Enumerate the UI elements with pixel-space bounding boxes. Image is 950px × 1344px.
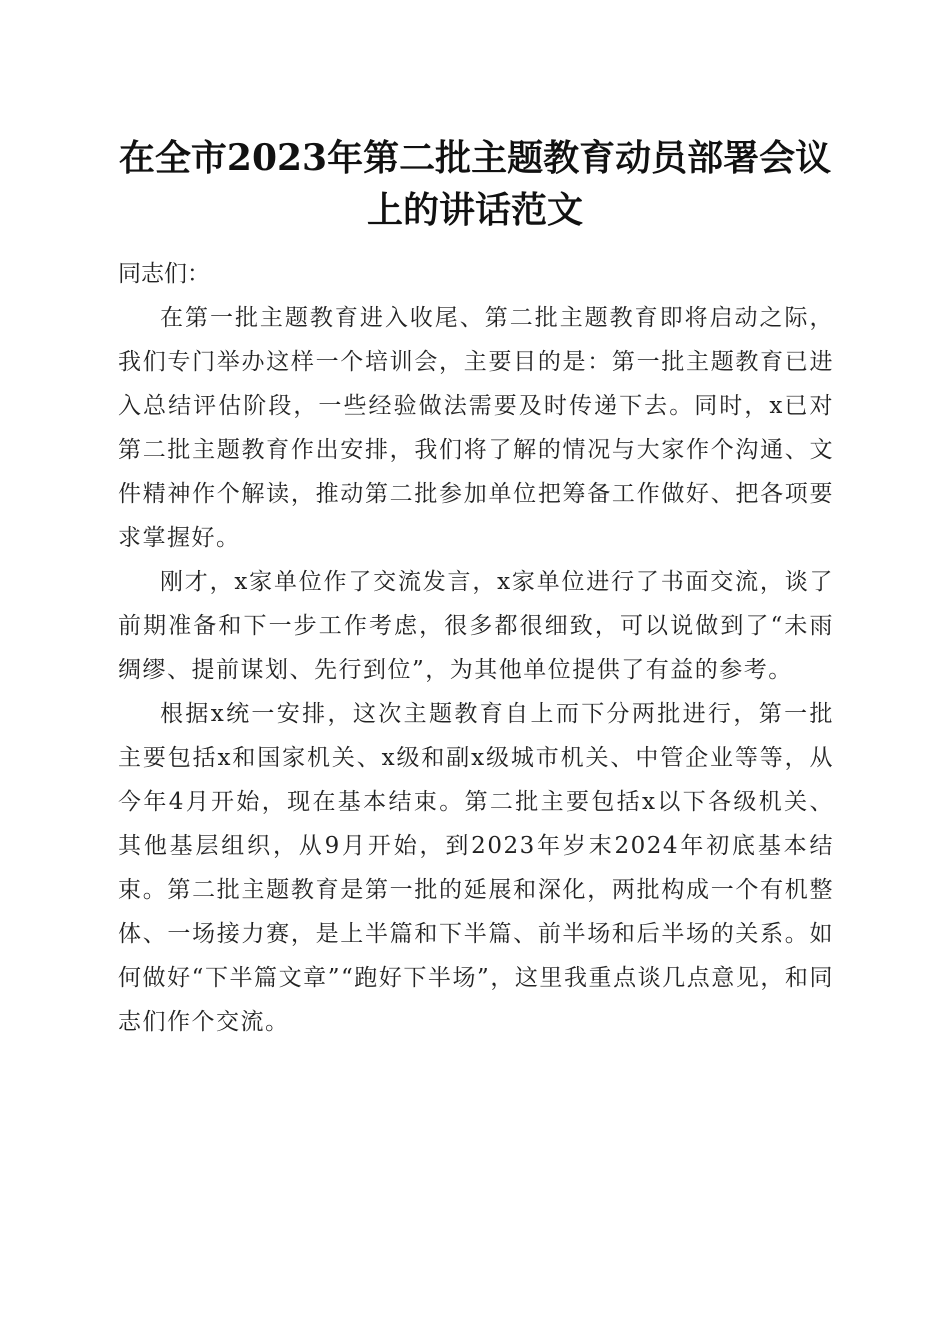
document-body (118, 252, 834, 1044)
paragraph-2: 刚才，x家单位作了交流发言，x家单位进行了书面交流，谈了前期准备和下一步工作考虑，很多都很细致，可以说做到了“未雨绸缪、提前谋划、先行到位”，为其他单位提供了有益的参考。 (118, 569, 834, 683)
salutation: 同志们： (118, 261, 210, 287)
paragraph-3: 根据x统一安排，这次主题教育自上而下分两批进行，第一批主要包括x和国家机关、x级和副x级城市机关、中管企业等等，从今年4月开始，现在基本结束。第二批主要包括x以下各级机关、其他基层组织，从9月开始，到2023年岁末2024年初底基本结束。第二批主题教育是第一批的延展和深化，两批构成一个有机整体、一场接力赛，是上半篇和下半篇、前半场和后半场的关系。如何做好“下半篇文章”“跑好下半场”，这里我重点谈几点意见，和同志们作个交流。 (118, 701, 834, 1035)
document-title (100, 132, 850, 236)
document-title-line-2: 上的讲话范文 (366, 189, 583, 231)
paragraph-1: 在第一批主题教育进入收尾、第二批主题教育即将启动之际，我们专门举办这样一个培训会，主要目的是：第一批主题教育已进入总结评估阶段，一些经验做法需要及时传递下去。同时，x已对第二批主题教育作出安排，我们将了解的情况与大家作个沟通、文件精神作个解读，推动第二批参加单位把筹备工作做好、把各项要求掌握好。 (118, 305, 834, 551)
document-title-line-1: 在全市2023年第二批主题教育动员部署会议 (118, 137, 832, 179)
